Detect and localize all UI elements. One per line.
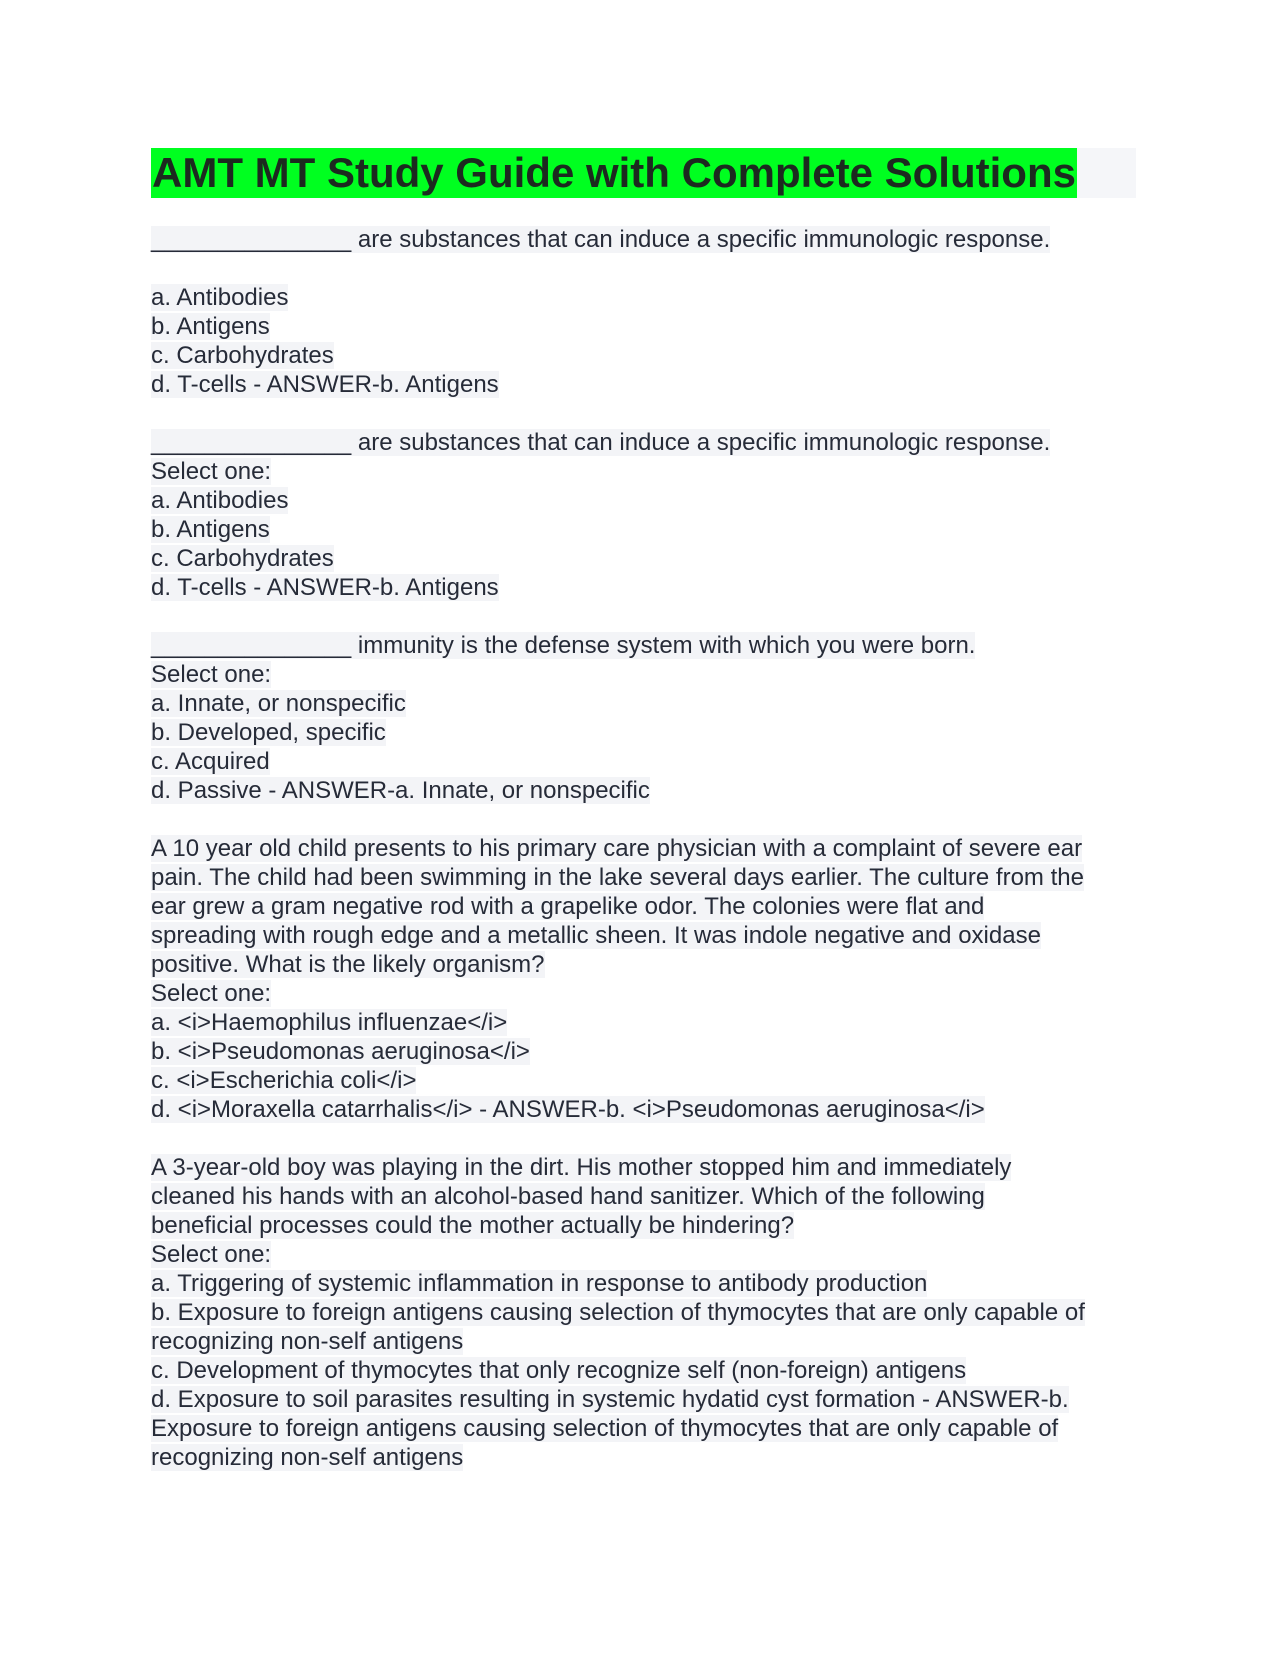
question-stem-line-text: Select one: — [151, 1241, 272, 1268]
question-stem-line — [151, 631, 1136, 660]
answer-option-line-text: Exposure to foreign antigens causing selection of thymocytes that are only capable of — [151, 1415, 1059, 1442]
answer-option-line — [151, 1385, 1136, 1414]
answer-option-line — [151, 1269, 1136, 1298]
answer-option-line — [151, 515, 1136, 544]
answer-option-line-text: b. Exposure to foreign antigens causing selection of thymocytes that are only capable of — [151, 1299, 1085, 1326]
answer-option-line — [151, 776, 1136, 805]
question-stem-line-text: A 10 year old child presents to his primary care physician with a complaint of severe ear — [151, 835, 1083, 862]
question-list — [151, 225, 1136, 1472]
question-stem-line — [151, 863, 1136, 892]
answer-option-line-text: b. <i>Pseudomonas aeruginosa</i> — [151, 1038, 530, 1065]
answer-option-line — [151, 1066, 1136, 1095]
answer-option-line — [151, 370, 1136, 399]
answer-option-line — [151, 689, 1136, 718]
answer-option-line-text: b. Antigens — [151, 313, 270, 340]
answer-option-line-text: d. <i>Moraxella catarrhalis</i> - ANSWER-b. <i>Pseudomonas aeruginosa</i> — [151, 1096, 985, 1123]
question-stem-line-text: cleaned his hands with an alcohol-based hand sanitizer. Which of the following — [151, 1183, 985, 1210]
question-stem-line-text: pain. The child had been swimming in the lake several days earlier. The culture from the — [151, 864, 1084, 891]
question-stem-line-text: _______________ are substances that can induce a specific immunologic response. — [151, 226, 1051, 253]
question-stem-line-text: _______________ are substances that can induce a specific immunologic response. — [151, 429, 1051, 456]
document-page — [151, 148, 1136, 1501]
question-stem-line-text: ear grew a gram negative rod with a grapelike odor. The colonies were flat and — [151, 893, 985, 920]
question-stem-line — [151, 1211, 1136, 1240]
answer-option-line-text: c. Carbohydrates — [151, 342, 334, 369]
question-stem-line-text: positive. What is the likely organism? — [151, 951, 545, 978]
question-stem-line — [151, 1240, 1136, 1269]
answer-option-line — [151, 1414, 1136, 1443]
question-stem-line-text: spreading with rough edge and a metallic sheen. It was indole negative and oxidase — [151, 922, 1041, 949]
question-stem-line-text: Select one: — [151, 458, 272, 485]
answer-option-line-text: a. Innate, or nonspecific — [151, 690, 406, 717]
answer-option-line-text: d. T-cells - ANSWER-b. Antigens — [151, 574, 499, 601]
question-stem-line — [151, 225, 1136, 254]
question-stem-line — [151, 979, 1136, 1008]
answer-option-line — [151, 718, 1136, 747]
answer-option-line — [151, 573, 1136, 602]
question-block — [151, 225, 1136, 399]
question-stem-line — [151, 457, 1136, 486]
answer-option-line-text: b. Antigens — [151, 516, 270, 543]
answer-option-line-text: a. Antibodies — [151, 487, 289, 514]
answer-option-line — [151, 1095, 1136, 1124]
question-stem-line-text: Select one: — [151, 661, 272, 688]
title-row — [151, 148, 1136, 198]
answer-option-line — [151, 1356, 1136, 1385]
question-stem-line — [151, 428, 1136, 457]
spacer — [151, 254, 1136, 283]
question-block — [151, 428, 1136, 602]
answer-option-line — [151, 747, 1136, 776]
answer-option-line-text: c. Acquired — [151, 748, 270, 775]
question-stem-line — [151, 1182, 1136, 1211]
question-stem-line-text: _______________ immunity is the defense system with which you were born. — [151, 632, 976, 659]
question-stem-line — [151, 660, 1136, 689]
answer-option-line — [151, 1327, 1136, 1356]
question-stem-line-text: Select one: — [151, 980, 272, 1007]
answer-option-line — [151, 1298, 1136, 1327]
question-stem-line — [151, 921, 1136, 950]
document-title: AMT MT Study Guide with Complete Solutions — [152, 149, 1076, 196]
answer-option-line-text: recognizing non-self antigens — [151, 1328, 464, 1355]
answer-option-line-text: c. Development of thymocytes that only recognize self (non-foreign) antigens — [151, 1357, 967, 1384]
question-stem-line-text: beneficial processes could the mother actually be hindering? — [151, 1212, 795, 1239]
answer-option-line — [151, 1443, 1136, 1472]
answer-option-line-text: d. Passive - ANSWER-a. Innate, or nonspecific — [151, 777, 650, 804]
answer-option-line-text: c. Carbohydrates — [151, 545, 334, 572]
question-block — [151, 834, 1136, 1124]
question-stem-line — [151, 834, 1136, 863]
question-stem-line — [151, 950, 1136, 979]
answer-option-line — [151, 1008, 1136, 1037]
question-block — [151, 1153, 1136, 1472]
answer-option-line-text: a. <i>Haemophilus influenzae</i> — [151, 1009, 508, 1036]
answer-option-line — [151, 283, 1136, 312]
answer-option-line-text: d. T-cells - ANSWER-b. Antigens — [151, 371, 499, 398]
answer-option-line-text: c. <i>Escherichia coli</i> — [151, 1067, 417, 1094]
answer-option-line — [151, 312, 1136, 341]
answer-option-line — [151, 544, 1136, 573]
answer-option-line-text: recognizing non-self antigens — [151, 1444, 464, 1471]
question-stem-line — [151, 892, 1136, 921]
answer-option-line-text: b. Developed, specific — [151, 719, 386, 746]
question-stem-line — [151, 1153, 1136, 1182]
answer-option-line — [151, 341, 1136, 370]
answer-option-line — [151, 486, 1136, 515]
answer-option-line-text: a. Triggering of systemic inflammation in response to antibody production — [151, 1270, 928, 1297]
answer-option-line-text: d. Exposure to soil parasites resulting in systemic hydatid cyst formation - ANSWER-b. — [151, 1386, 1069, 1413]
answer-option-line — [151, 1037, 1136, 1066]
question-stem-line-text: A 3-year-old boy was playing in the dirt. His mother stopped him and immediately — [151, 1154, 1012, 1181]
answer-option-line-text: a. Antibodies — [151, 284, 289, 311]
question-block — [151, 631, 1136, 805]
